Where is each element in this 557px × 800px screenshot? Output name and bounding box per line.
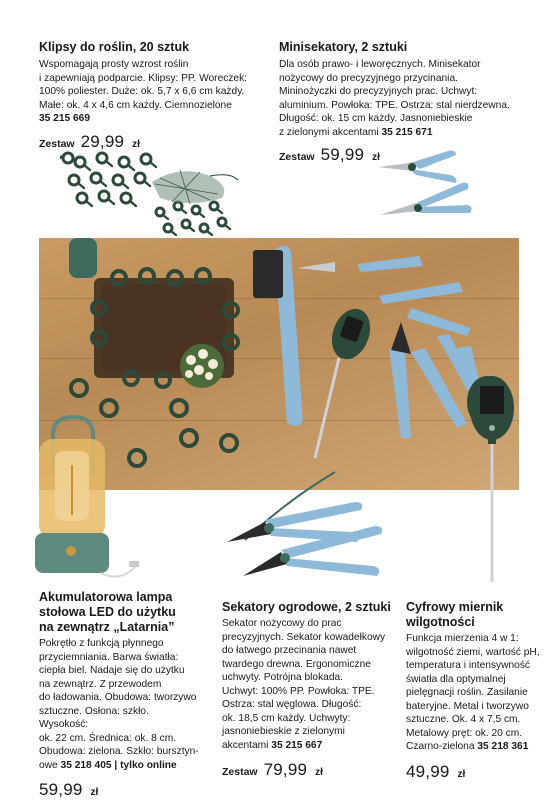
meter-info (406, 600, 551, 782)
lamp-description: Pokrętło z funkcją płynnego przyciemniania. Barwa światła: ciepła biel. Nadaje się do użytku na zewnątrz. Z przewodem do ładowania. Obudowa: tworzywo sztuczne. Osłona: szkło. Wysokość: ok. 22 cm. Średnica: ok. 8 cm. Obudowa: zielona. Szkło: bursztyn- owe 35 218 405 | tylko online (39, 638, 199, 771)
lamp-code: 35 218 405 (60, 759, 112, 771)
lamp-title: Akumulatorowa lampa stołowa LED do użytku na zewnątrz „Latarnia” (39, 590, 176, 634)
plant-clips-image (60, 150, 250, 242)
mini-secateurs-image (370, 145, 485, 225)
mini-description: Dla osób prawo- i leworęcznych. Minisekator nożycowy do precyzyjnego przycinania. Mininożyczki do precyzyjnych prac. Uchwyt: aluminium. Powłoka: TPE. Ostrza: stal nierdzewna. Długość: ok. 15 cm każdy. Jasnoniebieskie z zielonymi akcentami 35 215 671 (279, 59, 510, 138)
clips-code: 35 215 669 (39, 113, 90, 124)
clips-price: Zestaw 29,99 zł (39, 131, 140, 151)
mini-price: Zestaw 59,99 zł (279, 145, 380, 164)
meter-code: 35 218 361 (477, 741, 529, 752)
meter-description: Funkcja mierzenia 4 w 1: wilgotność ziemi, wartość pH, temperatura i intensywność światła dla optymalnej pielęgnacji roślin. Zasilanie bateryjne. Metal i tworzywo sztuczne. Ok. 4 x 7,5 cm. Metalowy pręt: ok. 20 cm. Czarno-zielona 35 218 361 (406, 633, 540, 752)
secateurs-price: Zestaw 79,99 zł (222, 760, 323, 779)
mini-title: Minisekatory, 2 sztuki (279, 40, 408, 54)
led-lamp-image (25, 415, 145, 585)
mini-code: 35 215 671 (381, 126, 433, 138)
lamp-info (39, 590, 199, 800)
online-only-label: tylko online (120, 759, 177, 771)
clips-description: Wspomagają prosty wzrost roślin i zapewniają podparcie. Klipsy: PP. Woreczek: 100% poliester. Duże: ok. 5,7 x 6,6 cm każdy. Małe: ok. 4 x 4,6 cm każdy. Ciemnozielone 35 215 669 (39, 59, 248, 124)
garden-secateurs-image (225, 462, 395, 587)
lamp-price: 59,99 zł (39, 780, 99, 799)
meter-price: 49,99 zł (406, 761, 466, 781)
meter-title: Cyfrowy miernik wilgotności (406, 600, 504, 629)
secateurs-title: Sekatory ogrodowe, 2 sztuki (222, 600, 391, 614)
secateurs-description: Sekator nożycowy do prac precyzyjnych. Sekator kowadełkowy do łatwego przecinania nawet twardego drewna. Ergonomiczne uchwyty. Potrójna blokada. Uchwyt: 100% PP. Powłoka: TPE. Ostrza: stal węglowa. Długość: ok. 18,5 cm każdy. Uchwyty: jasnoniebieskie z zielonymi akcentami 35 215 667 (222, 618, 386, 751)
clips-info (39, 40, 259, 152)
mesh-bag (152, 170, 238, 204)
secateurs-code: 35 215 667 (271, 739, 323, 751)
moisture-meter-image (462, 372, 522, 587)
clips-title: Klipsy do roślin, 20 sztuk (39, 40, 190, 54)
secateurs-info (222, 600, 392, 780)
